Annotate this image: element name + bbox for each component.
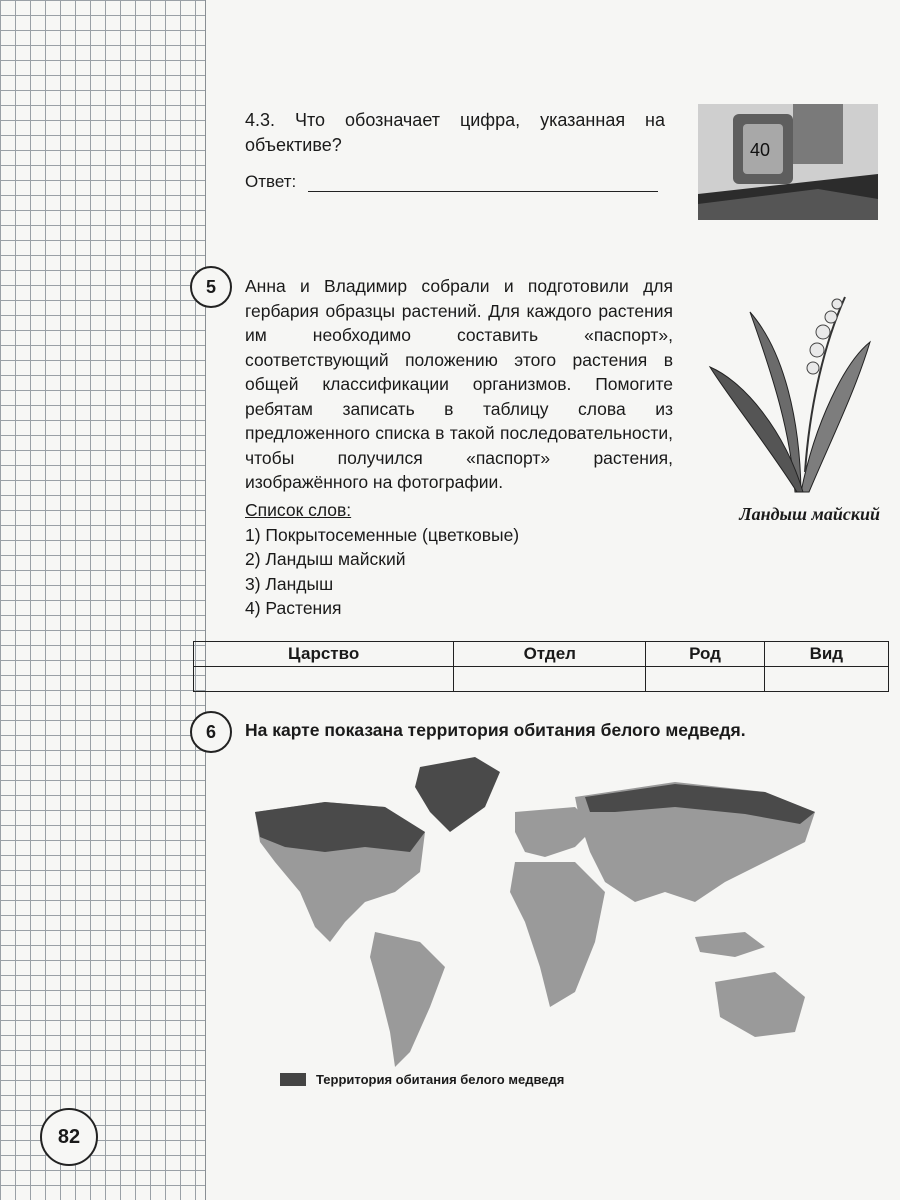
word-item: 2) Ландыш майский <box>245 549 406 569</box>
word-item: 3) Ландыш <box>245 573 334 594</box>
question-6-number: 6 <box>190 711 232 753</box>
south-america <box>370 932 445 1067</box>
genus-cell[interactable] <box>646 667 764 692</box>
answer-input-line[interactable] <box>308 173 658 192</box>
question-5-number: 5 <box>190 266 232 308</box>
header-species: Вид <box>764 642 888 667</box>
photo-caption: Ландыш майский <box>739 504 880 524</box>
canada-habitat <box>255 802 425 852</box>
question-6-text: На карте показана территория обитания белого медведя. <box>245 720 746 740</box>
question-5-text: Анна и Владимир собрали и подготовили для гербария образцы растений. Для каждого растения им необходимо составить «паспорт», соответствующий положению этого растения в общей классификации организмов. Помогите ребятам записать в таблицу слова из предложенного списка в такой последовательности, чтобы получился «паспорт» растения, изображённого на фотографии. <box>245 276 673 492</box>
header-division: Отдел <box>454 642 646 667</box>
word-item: 4) Растения <box>245 598 342 618</box>
world-map <box>245 752 845 1082</box>
answer-row-4-3 <box>245 172 658 192</box>
question-4-3-text: 4.3. Что обозначает цифра, указанная на объективе? <box>245 110 665 155</box>
table-header-row <box>194 642 889 667</box>
australia <box>715 972 805 1037</box>
objective-number: 40 <box>750 140 771 160</box>
legend-swatch <box>280 1073 306 1086</box>
page-number: 82 <box>40 1108 98 1166</box>
grid-margin <box>0 0 206 1200</box>
lily-of-the-valley-photo <box>705 272 880 497</box>
map-legend <box>280 1072 564 1087</box>
passport-table <box>193 641 889 692</box>
division-cell[interactable] <box>454 667 646 692</box>
legend-label: Территория обитания белого медведя <box>316 1072 565 1087</box>
greenland <box>415 757 500 832</box>
answer-label: Ответ: <box>245 172 297 191</box>
word-item: 1) Покрытосеменные (цветковые) <box>245 524 520 545</box>
header-kingdom: Царство <box>194 642 454 667</box>
kingdom-cell[interactable] <box>194 667 454 692</box>
africa <box>510 862 605 1007</box>
indonesia <box>695 932 765 957</box>
word-list-header: Список слов: <box>245 500 352 520</box>
word-list <box>245 498 519 621</box>
header-genus: Род <box>646 642 764 667</box>
answer-row <box>194 667 889 692</box>
species-cell[interactable] <box>764 667 888 692</box>
microscope-photo <box>698 104 878 220</box>
